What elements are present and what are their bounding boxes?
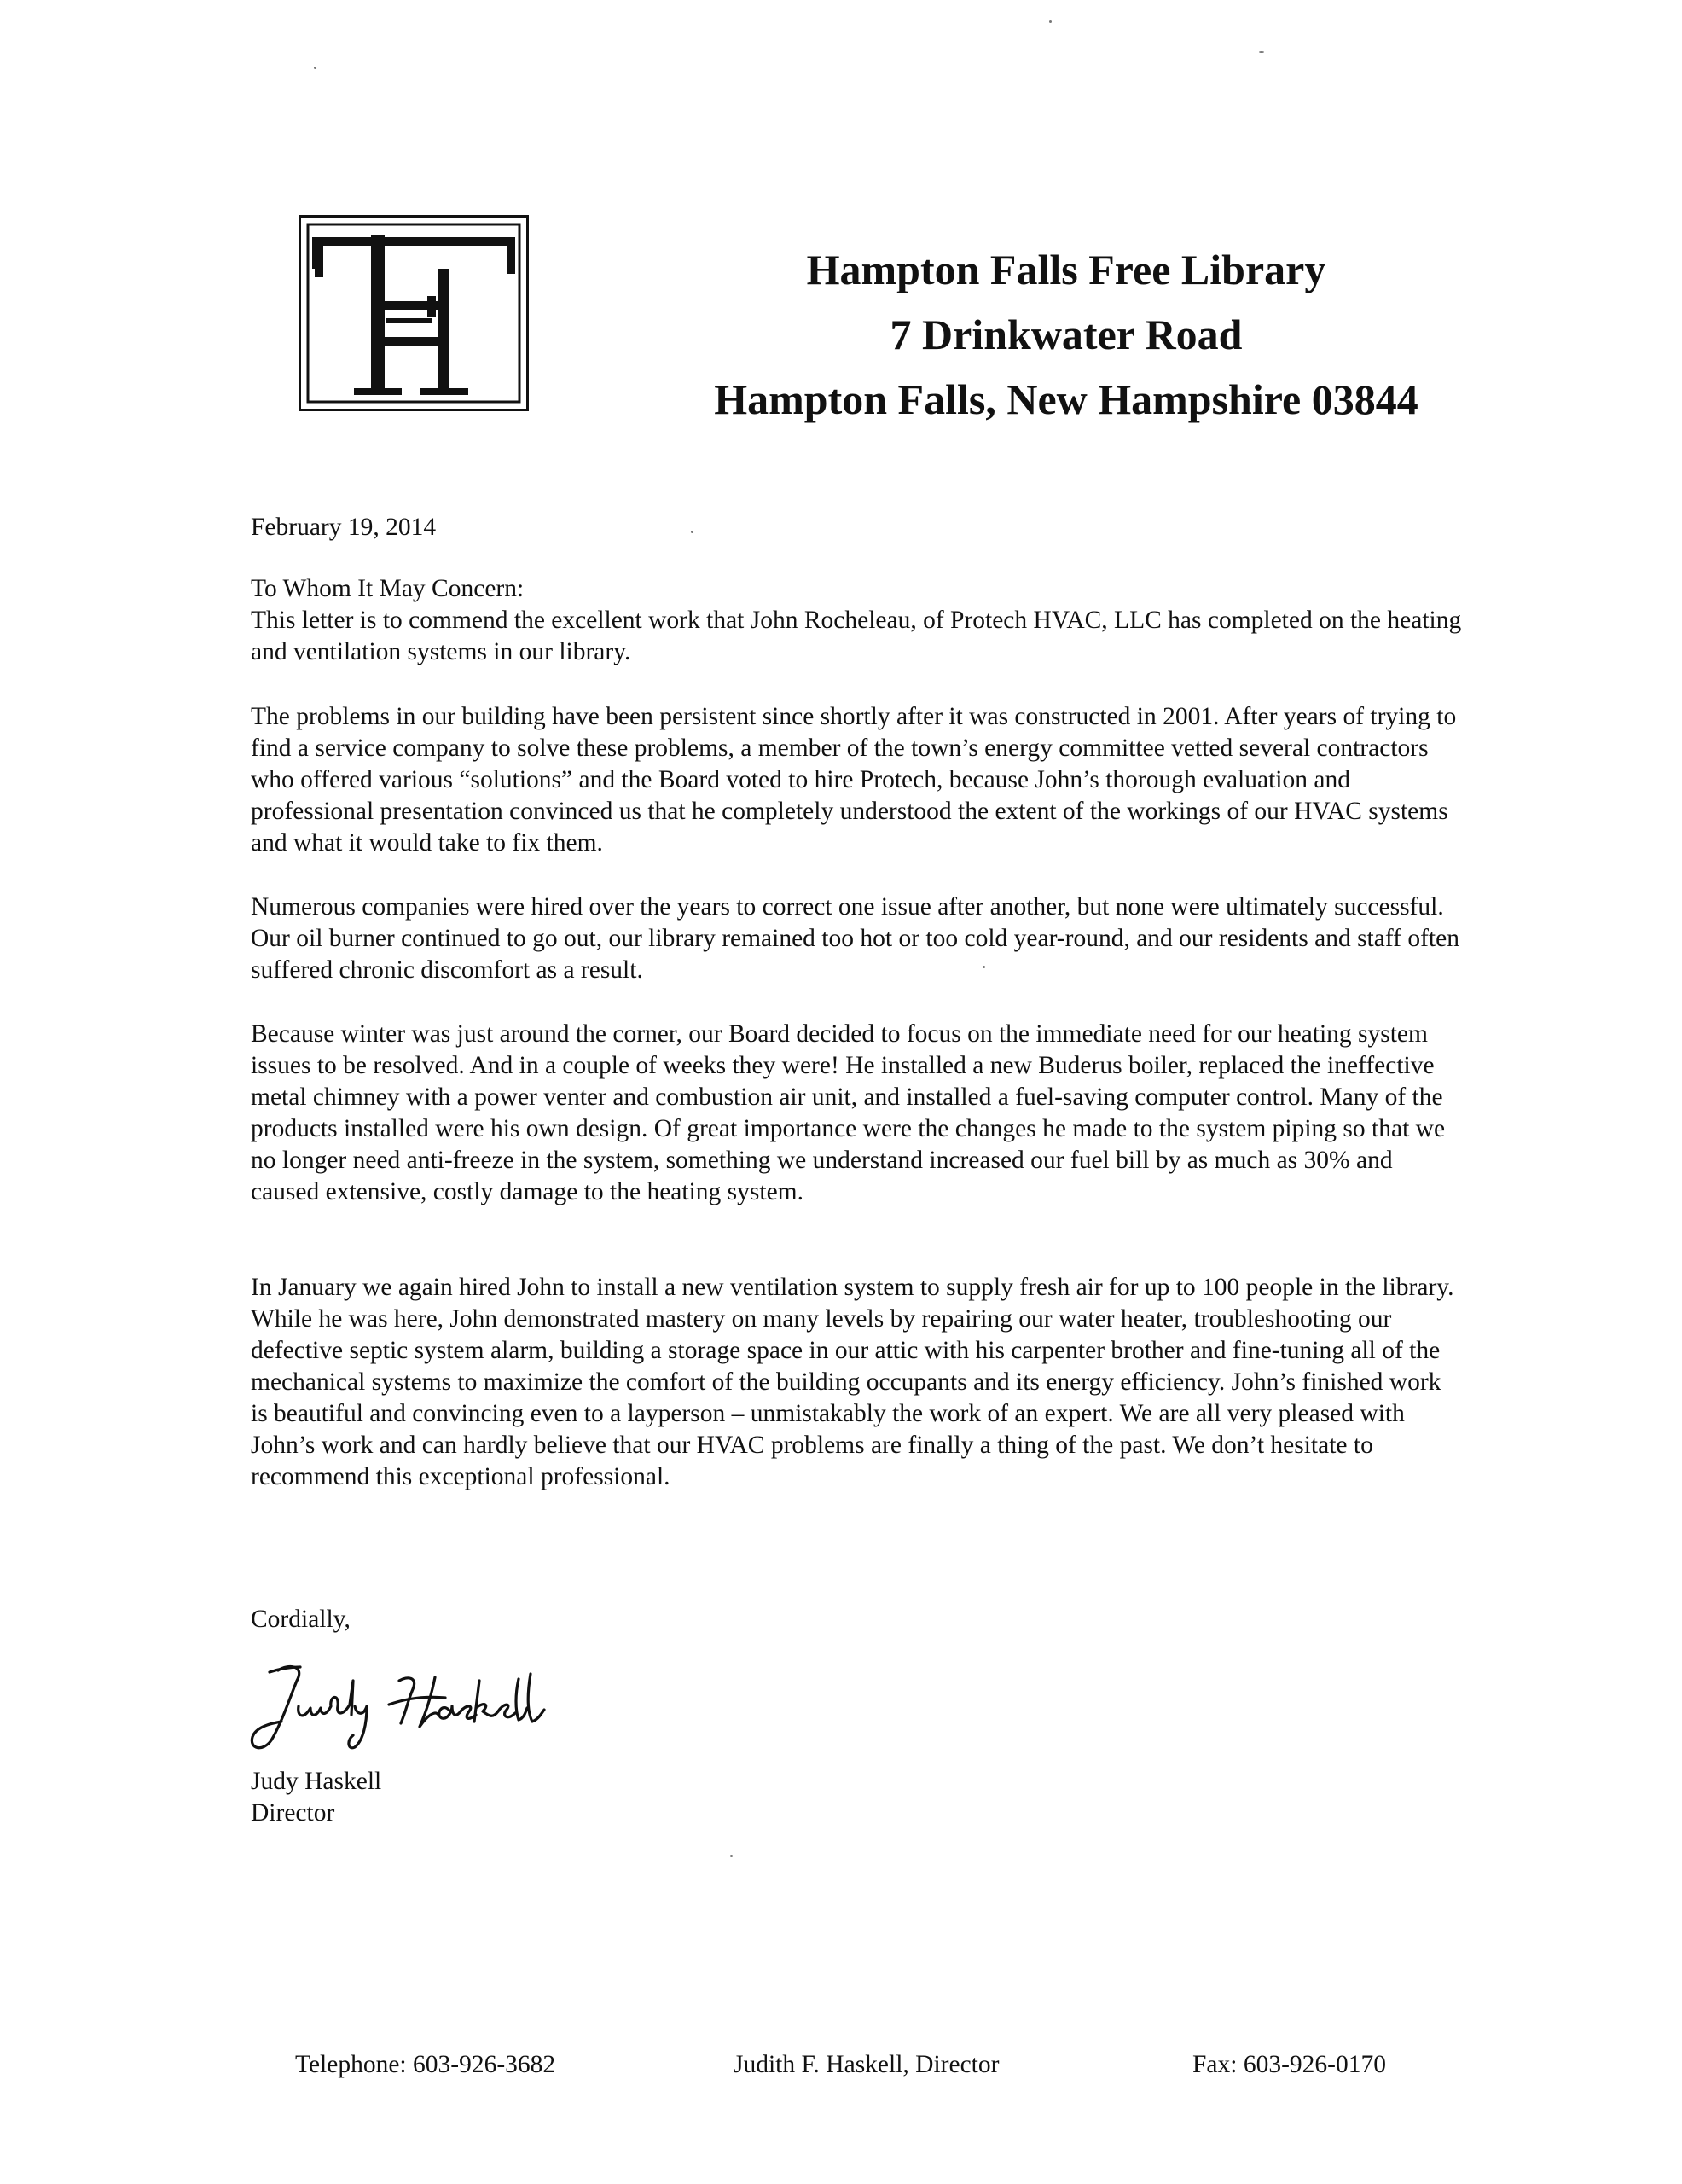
letter-salutation: To Whom It May Concern: [251, 575, 525, 602]
letter-paragraph-3: Numerous companies were hired over the years to correct one issue after another, but none were ultimately successful. Our oil burner continued to go out, our library remained too hot or too cold year-round, and our residents and staff often suffered chronic discomfort as a result. [251, 893, 1459, 984]
library-city: Hampton Falls, New Hampshire 03844 [714, 375, 1418, 423]
letter-date: February 19, 2014 [251, 514, 437, 541]
signer-block [251, 1766, 381, 1829]
hf-monogram-icon [301, 218, 526, 409]
scan-speck [314, 67, 316, 69]
library-name: Hampton Falls Free Library [806, 246, 1326, 293]
scan-speck [730, 1855, 733, 1857]
letter-paragraph-1: This letter is to commend the excellent work that John Rocheleau, of Protech HVAC, LLC has completed on the heating and ventilation systems in our library. [251, 607, 1462, 665]
letterhead [597, 237, 1535, 432]
letter-paragraph-5: In January we again hired John to install a new ventilation system to supply fresh air for up to 100 people in the library. While he was here, John demonstrated mastery on many levels by repairing our water heater, troubleshooting our defective septic system alarm, building a storage space in our attic with his carpenter brother and fine-tuning all of the mechanical systems to maximize the comfort of the building occupants and its energy efficiency. John’s finished work is beautiful and convincing even to a layperson – unmistakably the work of an expert. We are all very pleased with John’s work and can hardly believe that our HVAC problems are finally a thing of the past. We don’t hesitate to recommend this exceptional professional. [251, 1274, 1454, 1490]
footer-fax: Fax: 603-926-0170 [1192, 2051, 1386, 2078]
letter-paragraph-2: The problems in our building have been persistent since shortly after it was constructed in 2001. After years of trying to find a service company to solve these problems, a member of the town’s energy committee vetted several contractors who offered various “solutions” and the Board voted to hire Protech, because John’s thorough evaluation and professional presentation convinced us that he completely understood the extent of the workings of our HVAC systems and what it would take to fix them. [251, 703, 1457, 857]
letter-paragraph-4: Because winter was just around the corner, our Board decided to focus on the immediate need for our heating system issues to be resolved. And in a couple of weeks they were! He installed a new Buderus boiler, replaced the ineffective metal chimney with a power venter and combustion air unit, and installed a fuel-saving computer control. Many of the products installed were his own design. Of great importance were the changes he made to the system piping so that we no longer need anti-freeze in the system, something we understand increased our fuel bill by as much as 30% and caused extensive, costly damage to the heating system. [251, 1020, 1446, 1205]
signer-name: Judy Haskell [251, 1768, 382, 1795]
library-street: 7 Drinkwater Road [890, 311, 1243, 358]
handwritten-signature [237, 1655, 664, 1757]
scan-speck [983, 966, 985, 968]
scan-speck [1259, 51, 1264, 53]
letter-closing: Cordially, [251, 1606, 351, 1633]
footer-telephone: Telephone: 603-926-3682 [295, 2051, 556, 2078]
scan-speck [691, 531, 693, 533]
footer-director: Judith F. Haskell, Director [734, 2051, 1000, 2078]
library-logo [299, 215, 529, 411]
scan-speck [1049, 20, 1052, 23]
signer-title: Director [251, 1799, 335, 1827]
